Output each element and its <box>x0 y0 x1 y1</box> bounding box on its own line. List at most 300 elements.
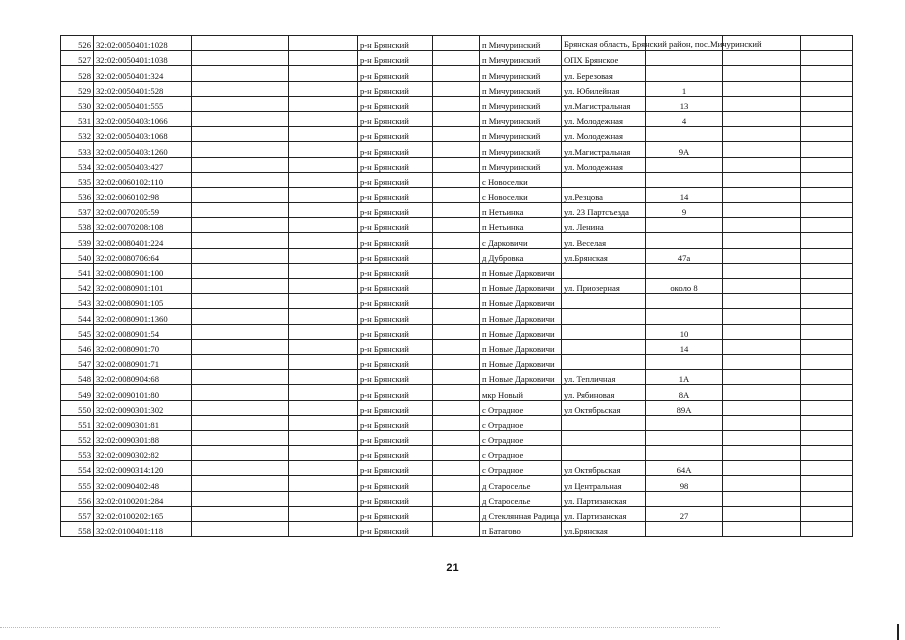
row-number: 548 <box>61 370 94 385</box>
empty-cell <box>723 51 801 66</box>
table-row <box>61 354 853 369</box>
empty-cell <box>723 385 801 400</box>
house-number <box>646 263 723 278</box>
empty-cell <box>289 111 358 126</box>
street <box>562 415 646 430</box>
row-number: 550 <box>61 400 94 415</box>
house-number <box>646 522 723 537</box>
empty-cell <box>433 127 480 142</box>
row-number: 553 <box>61 446 94 461</box>
district: р-н Брянский <box>358 172 433 187</box>
empty-cell <box>433 51 480 66</box>
empty-cell <box>289 51 358 66</box>
empty-cell <box>723 157 801 172</box>
cadastral-number: 32:02:0060102:98 <box>94 187 192 202</box>
row-number: 531 <box>61 111 94 126</box>
street <box>562 172 646 187</box>
empty-cell <box>433 354 480 369</box>
house-number: 47а <box>646 248 723 263</box>
locality: с Отрадное <box>480 446 562 461</box>
district: р-н Брянский <box>358 476 433 491</box>
empty-cell <box>801 324 853 339</box>
house-number <box>646 446 723 461</box>
row-number: 549 <box>61 385 94 400</box>
street <box>562 446 646 461</box>
table-row <box>61 51 853 66</box>
cadastral-number: 32:02:0080901:70 <box>94 339 192 354</box>
cadastral-number: 32:02:0090314:120 <box>94 461 192 476</box>
district: р-н Брянский <box>358 142 433 157</box>
empty-cell <box>801 491 853 506</box>
table-row <box>61 400 853 415</box>
house-number: 9 <box>646 203 723 218</box>
empty-cell <box>433 476 480 491</box>
empty-cell <box>192 51 289 66</box>
table-row <box>61 506 853 521</box>
empty-cell <box>801 446 853 461</box>
row-number: 557 <box>61 506 94 521</box>
street: ул. Рябиновая <box>562 385 646 400</box>
district: р-н Брянский <box>358 461 433 476</box>
cadastral-number: 32:02:0060102:110 <box>94 172 192 187</box>
row-number: 544 <box>61 309 94 324</box>
house-number <box>646 354 723 369</box>
empty-cell <box>289 279 358 294</box>
house-number: 1 <box>646 81 723 96</box>
empty-cell <box>723 491 801 506</box>
cadastral-number: 32:02:0100401:118 <box>94 522 192 537</box>
empty-cell <box>801 233 853 248</box>
empty-cell <box>801 476 853 491</box>
empty-cell <box>801 157 853 172</box>
cadastral-number: 32:02:0080901:100 <box>94 263 192 278</box>
street: ул. Березовая <box>562 66 646 81</box>
district: р-н Брянский <box>358 430 433 445</box>
row-number: 541 <box>61 263 94 278</box>
empty-cell <box>192 430 289 445</box>
empty-cell <box>801 385 853 400</box>
street: ул. Тепличная <box>562 370 646 385</box>
empty-cell <box>289 127 358 142</box>
empty-cell <box>723 279 801 294</box>
district: р-н Брянский <box>358 309 433 324</box>
table-row <box>61 385 853 400</box>
empty-cell <box>433 157 480 172</box>
empty-cell <box>289 461 358 476</box>
row-number: 535 <box>61 172 94 187</box>
district: р-н Брянский <box>358 370 433 385</box>
empty-cell <box>723 430 801 445</box>
empty-cell <box>801 339 853 354</box>
table-row <box>61 142 853 157</box>
empty-cell <box>289 370 358 385</box>
empty-cell <box>192 96 289 111</box>
empty-cell <box>433 370 480 385</box>
row-number: 526 <box>61 36 94 51</box>
locality: п Новые Дарковичи <box>480 309 562 324</box>
locality: п Новые Дарковичи <box>480 294 562 309</box>
street: ул Октябрьская <box>562 461 646 476</box>
district: р-н Брянский <box>358 263 433 278</box>
locality: п Мичуринский <box>480 142 562 157</box>
district: р-н Брянский <box>358 385 433 400</box>
table-row <box>61 233 853 248</box>
house-number <box>646 66 723 81</box>
empty-cell <box>192 522 289 537</box>
table-row <box>61 248 853 263</box>
empty-cell <box>433 522 480 537</box>
cadastral-number: 32:02:0100201:284 <box>94 491 192 506</box>
street: ул. Молодежная <box>562 111 646 126</box>
locality: д Староселье <box>480 491 562 506</box>
table-row <box>61 203 853 218</box>
empty-cell <box>192 187 289 202</box>
empty-cell <box>723 400 801 415</box>
street: ул. Партизанская <box>562 491 646 506</box>
empty-cell <box>192 142 289 157</box>
empty-cell <box>801 248 853 263</box>
empty-cell <box>801 218 853 233</box>
cadastral-number: 32:02:0050403:427 <box>94 157 192 172</box>
cadastral-number: 32:02:0070205:59 <box>94 203 192 218</box>
empty-cell <box>289 400 358 415</box>
street: ул.Брянская <box>562 522 646 537</box>
street: ул.Магистральная <box>562 96 646 111</box>
empty-cell <box>192 491 289 506</box>
table-row <box>61 111 853 126</box>
street: ул.Магистральная <box>562 142 646 157</box>
row-number: 551 <box>61 415 94 430</box>
district: р-н Брянский <box>358 51 433 66</box>
empty-cell <box>433 385 480 400</box>
row-number: 530 <box>61 96 94 111</box>
row-number: 537 <box>61 203 94 218</box>
district: р-н Брянский <box>358 279 433 294</box>
locality: п Мичуринский <box>480 127 562 142</box>
empty-cell <box>289 294 358 309</box>
district: р-н Брянский <box>358 506 433 521</box>
empty-cell <box>192 446 289 461</box>
table-row <box>61 172 853 187</box>
empty-cell <box>289 142 358 157</box>
empty-cell <box>723 187 801 202</box>
table-row <box>61 157 853 172</box>
empty-cell <box>192 506 289 521</box>
row-number: 540 <box>61 248 94 263</box>
empty-cell <box>289 446 358 461</box>
house-number <box>646 415 723 430</box>
empty-cell <box>289 385 358 400</box>
locality: п Новые Дарковичи <box>480 354 562 369</box>
empty-cell <box>289 36 358 51</box>
empty-cell <box>192 127 289 142</box>
district: р-н Брянский <box>358 354 433 369</box>
cadastral-number: 32:02:0090301:81 <box>94 415 192 430</box>
locality: п Новые Дарковичи <box>480 263 562 278</box>
house-number: 14 <box>646 187 723 202</box>
empty-cell <box>192 81 289 96</box>
district: р-н Брянский <box>358 324 433 339</box>
cadastral-number: 32:02:0050403:1066 <box>94 111 192 126</box>
locality: п Мичуринский <box>480 51 562 66</box>
street <box>562 309 646 324</box>
row-number: 532 <box>61 127 94 142</box>
district: р-н Брянский <box>358 248 433 263</box>
house-number <box>646 218 723 233</box>
table-row <box>61 263 853 278</box>
empty-cell <box>801 309 853 324</box>
street: ул.Брянская <box>562 248 646 263</box>
empty-cell <box>433 491 480 506</box>
district: р-н Брянский <box>358 36 433 51</box>
empty-cell <box>192 354 289 369</box>
empty-cell <box>801 142 853 157</box>
table-row <box>61 81 853 96</box>
street: ул. Веселая <box>562 233 646 248</box>
cadastral-number: 32:02:0070208:108 <box>94 218 192 233</box>
empty-cell <box>723 127 801 142</box>
street: ул. Молодежная <box>562 127 646 142</box>
empty-cell <box>433 415 480 430</box>
cadastral-number: 32:02:0090302:82 <box>94 446 192 461</box>
house-number: около 8 <box>646 279 723 294</box>
empty-cell <box>289 339 358 354</box>
cadastral-number: 32:02:0100202:165 <box>94 506 192 521</box>
table-body <box>61 36 853 537</box>
empty-cell <box>723 248 801 263</box>
row-number: 546 <box>61 339 94 354</box>
table-row <box>61 96 853 111</box>
house-number: 13 <box>646 96 723 111</box>
empty-cell <box>192 111 289 126</box>
row-number: 539 <box>61 233 94 248</box>
locality: с Отрадное <box>480 415 562 430</box>
district: р-н Брянский <box>358 218 433 233</box>
empty-cell <box>723 218 801 233</box>
locality: д Староселье <box>480 476 562 491</box>
empty-cell <box>289 522 358 537</box>
house-number: 64А <box>646 461 723 476</box>
empty-cell <box>192 66 289 81</box>
empty-cell <box>433 430 480 445</box>
district: р-н Брянский <box>358 339 433 354</box>
cadastral-number: 32:02:0080901:101 <box>94 279 192 294</box>
empty-cell <box>801 400 853 415</box>
street <box>562 430 646 445</box>
empty-cell <box>192 461 289 476</box>
empty-cell <box>723 172 801 187</box>
row-number: 542 <box>61 279 94 294</box>
street: ОПХ Брянское <box>562 51 646 66</box>
empty-cell <box>289 203 358 218</box>
cadastral-number: 32:02:0050401:528 <box>94 81 192 96</box>
district: р-н Брянский <box>358 111 433 126</box>
district: р-н Брянский <box>358 400 433 415</box>
table-row <box>61 446 853 461</box>
cadastral-number: 32:02:0080401:224 <box>94 233 192 248</box>
street: ул. Приозерная <box>562 279 646 294</box>
empty-cell <box>801 461 853 476</box>
empty-cell <box>723 111 801 126</box>
cadastral-number: 32:02:0080901:54 <box>94 324 192 339</box>
street: ул. Партизанская <box>562 506 646 521</box>
empty-cell <box>192 203 289 218</box>
empty-cell <box>723 263 801 278</box>
empty-cell <box>192 218 289 233</box>
street <box>562 36 762 51</box>
empty-cell <box>289 248 358 263</box>
empty-cell <box>723 233 801 248</box>
empty-cell <box>433 81 480 96</box>
district: р-н Брянский <box>358 522 433 537</box>
street <box>562 294 646 309</box>
empty-cell <box>723 339 801 354</box>
cadastral-number: 32:02:0050403:1068 <box>94 127 192 142</box>
table-row <box>61 491 853 506</box>
table-row <box>61 339 853 354</box>
row-number: 536 <box>61 187 94 202</box>
street: ул. Ленина <box>562 218 646 233</box>
register-table <box>60 35 853 537</box>
empty-cell <box>433 172 480 187</box>
table-row <box>61 279 853 294</box>
empty-cell <box>289 157 358 172</box>
locality: п Мичуринский <box>480 157 562 172</box>
empty-cell <box>289 506 358 521</box>
empty-cell <box>723 370 801 385</box>
empty-cell <box>723 142 801 157</box>
table-row <box>61 218 853 233</box>
page-number: 21 <box>446 562 459 574</box>
empty-cell <box>433 66 480 81</box>
empty-cell <box>723 309 801 324</box>
row-number: 534 <box>61 157 94 172</box>
cadastral-number: 32:02:0080901:105 <box>94 294 192 309</box>
empty-cell <box>192 172 289 187</box>
empty-cell <box>723 522 801 537</box>
empty-cell <box>723 461 801 476</box>
locality: п Мичуринский <box>480 81 562 96</box>
empty-cell <box>192 233 289 248</box>
empty-cell <box>289 172 358 187</box>
empty-cell <box>801 263 853 278</box>
empty-cell <box>192 415 289 430</box>
house-number: 98 <box>646 476 723 491</box>
empty-cell <box>723 446 801 461</box>
empty-cell <box>192 339 289 354</box>
district: р-н Брянский <box>358 187 433 202</box>
empty-cell <box>801 415 853 430</box>
cadastral-number: 32:02:0050401:324 <box>94 66 192 81</box>
empty-cell <box>192 385 289 400</box>
house-number <box>646 157 723 172</box>
locality: п Новые Дарковичи <box>480 324 562 339</box>
locality: п Батагово <box>480 522 562 537</box>
street: ул.Резцова <box>562 187 646 202</box>
locality: мкр Новый <box>480 385 562 400</box>
table-row <box>61 324 853 339</box>
row-number: 554 <box>61 461 94 476</box>
district: р-н Брянский <box>358 491 433 506</box>
empty-cell <box>289 324 358 339</box>
locality: п Новые Дарковичи <box>480 279 562 294</box>
empty-cell <box>433 111 480 126</box>
house-number: 4 <box>646 111 723 126</box>
table-row <box>61 127 853 142</box>
empty-cell <box>433 233 480 248</box>
empty-cell <box>433 263 480 278</box>
locality: п Мичуринский <box>480 66 562 81</box>
empty-cell <box>433 294 480 309</box>
empty-cell <box>723 81 801 96</box>
street <box>562 263 646 278</box>
house-number: 8А <box>646 385 723 400</box>
empty-cell <box>289 233 358 248</box>
row-number: 555 <box>61 476 94 491</box>
empty-cell <box>289 66 358 81</box>
empty-cell <box>801 66 853 81</box>
empty-cell <box>801 127 853 142</box>
row-number: 527 <box>61 51 94 66</box>
locality: с Новоселки <box>480 187 562 202</box>
empty-cell <box>801 279 853 294</box>
cadastral-number: 32:02:0090101:80 <box>94 385 192 400</box>
district: р-н Брянский <box>358 96 433 111</box>
house-number <box>646 294 723 309</box>
empty-cell <box>192 294 289 309</box>
empty-cell <box>433 36 480 51</box>
locality: п Новые Дарковичи <box>480 370 562 385</box>
street: ул. 23 Партсъезда <box>562 203 646 218</box>
row-number: 533 <box>61 142 94 157</box>
cadastral-number: 32:02:0090402:48 <box>94 476 192 491</box>
empty-cell <box>289 81 358 96</box>
empty-cell <box>723 415 801 430</box>
district: р-н Брянский <box>358 157 433 172</box>
empty-cell <box>433 309 480 324</box>
empty-cell <box>801 81 853 96</box>
street <box>562 354 646 369</box>
empty-cell <box>801 111 853 126</box>
table-row <box>61 187 853 202</box>
row-number: 552 <box>61 430 94 445</box>
locality: п Новые Дарковичи <box>480 339 562 354</box>
street: ул. Молодежная <box>562 157 646 172</box>
empty-cell <box>289 354 358 369</box>
district: р-н Брянский <box>358 66 433 81</box>
empty-cell <box>433 446 480 461</box>
cadastral-number: 32:02:0080901:1360 <box>94 309 192 324</box>
scan-artifact-mark <box>897 624 899 640</box>
cadastral-number: 32:02:0080904:68 <box>94 370 192 385</box>
empty-cell <box>289 187 358 202</box>
house-number: 14 <box>646 339 723 354</box>
empty-cell <box>723 96 801 111</box>
empty-cell <box>723 354 801 369</box>
row-number: 558 <box>61 522 94 537</box>
empty-cell <box>433 203 480 218</box>
empty-cell <box>192 157 289 172</box>
empty-cell <box>801 172 853 187</box>
locality: п Мичуринский <box>480 96 562 111</box>
cadastral-number: 32:02:0050401:1028 <box>94 36 192 51</box>
empty-cell <box>801 370 853 385</box>
house-number <box>646 51 723 66</box>
empty-cell <box>433 279 480 294</box>
cadastral-number: 32:02:0080901:71 <box>94 354 192 369</box>
row-number: 528 <box>61 66 94 81</box>
locality: с Новоселки <box>480 172 562 187</box>
